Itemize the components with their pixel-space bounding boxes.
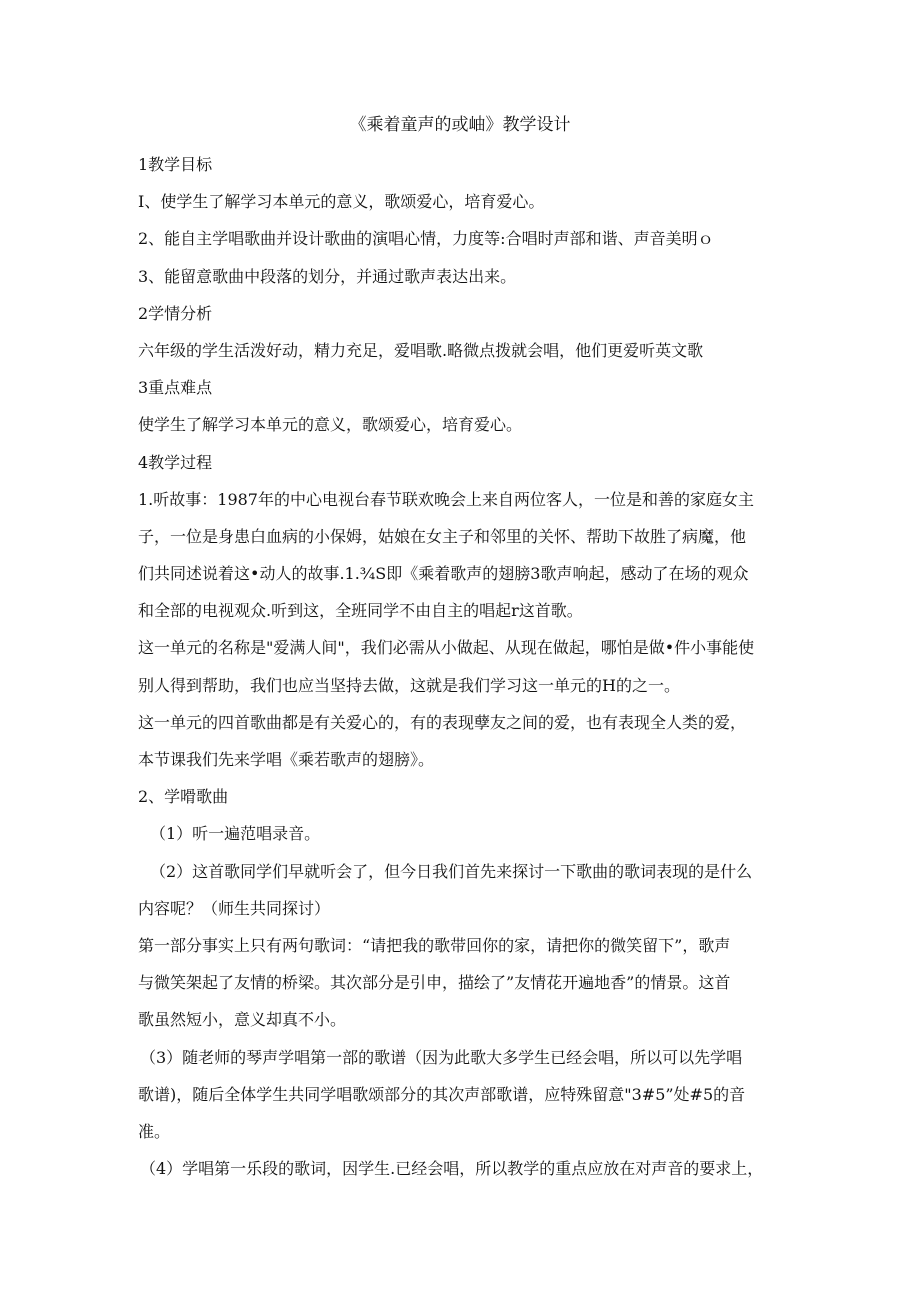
section-heading-student-analysis: 2学情分析	[138, 303, 213, 323]
step-line: （1）听一遍范唱录音。	[150, 824, 321, 844]
paragraph-line: 使学生了解学习本单元的意义，歌颂爱心，培育爱心。	[138, 415, 523, 435]
paragraph-line: 这一单元的四首歌曲都是有关爱心的，有的表现孽友之间的爱，也有表现全人类的爱，	[138, 712, 747, 732]
paragraph-line: 内容呢？（师生共同探讨）	[138, 898, 331, 918]
paragraph-line: 子，一位是身患白血病的小保姆，姑娘在女主子和邻里的关怀、帮助下故胜了病魔，他	[138, 526, 747, 546]
paragraph-line: 六年级的学生活泼好动，精力充足，爱唱歌.略微点拨就会唱，他们更爱听英文歌	[138, 340, 704, 360]
paragraph-line: 第一部分事实上只有两句歌词：“请把我的歌带回你的家，请把你的微笑留下”，歌声	[138, 935, 731, 955]
objective-line: 2、能自主学唱歌曲并设计歌曲的演唱心情，力度等:合唱时声部和谐、声音美明ｏ	[138, 229, 714, 249]
objective-line: I、使学生了解学习本单元的意义，歌颂爱心，培育爱心。	[138, 192, 545, 212]
paragraph-line: 和全部的电视观众.听到这，全班同学不由自主的唱起r这首歌。	[138, 601, 583, 621]
section-heading-process: 4教学过程	[138, 452, 213, 472]
step-line: （4）学唱第一乐段的歌词，因学生.已经会唱，所以教学的重点应放在对声音的要求上，	[140, 1159, 764, 1179]
paragraph-line: 本节课我们先来学唱《乘若歌声的翅膀》。	[138, 750, 435, 769]
step-line: （3）随老师的琴声学唱第一部的歌谱（因为此歌大多学生已经会唱，所以可以先学唱	[140, 1047, 743, 1067]
document-title: 《乘着童声的或岫》教学设计	[349, 115, 571, 135]
paragraph-line: 准。	[138, 1121, 171, 1141]
objective-line: 3、能留意歌曲中段落的划分，并通过歌声表达出来。	[138, 266, 517, 286]
paragraph-line: 1.听故事：1987年的中心电视台春节联欢晚会上来自两位客人，一位是和善的家庭女主	[138, 489, 754, 509]
section-heading-objectives: 1教学目标	[138, 155, 213, 174]
document-body	[138, 146, 788, 1187]
subsection-heading: 2、学嗗歌曲	[138, 787, 229, 807]
paragraph-line: 与微笑架起了友情的桥梁。其次部分是引申，描绘了”友情花开遍地香”的情景。这首	[138, 973, 731, 993]
step-line: （2）这首歌同学们早就听会了，但今日我们首先来探讨一下歌曲的歌词表现的是什么	[150, 861, 753, 881]
section-heading-key-points: 3重点难点	[138, 378, 213, 398]
paragraph-line: 别人得到帮助，我们也应当坚持去做，这就是我们学习这一单元的H的之一。	[138, 675, 680, 695]
paragraph-line: 歌虽然短小，意义却真不小。	[138, 1010, 347, 1030]
paragraph-line: 们共同述说着这•动人的故事.1.¾S即《乘着歌声的翅膀3歌声响起，感动了在场的观众	[138, 564, 749, 584]
paragraph-line: 这一单元的名称是"爱满人间"，我们必需从小做起、从现在做起，哪怕是做•件小事能使	[138, 638, 755, 658]
paragraph-line: 歌谱)，随后全体学生共同学唱歌颂部分的其次声部歌谱，应特殊留意"3#5”处#5的音	[138, 1084, 746, 1104]
